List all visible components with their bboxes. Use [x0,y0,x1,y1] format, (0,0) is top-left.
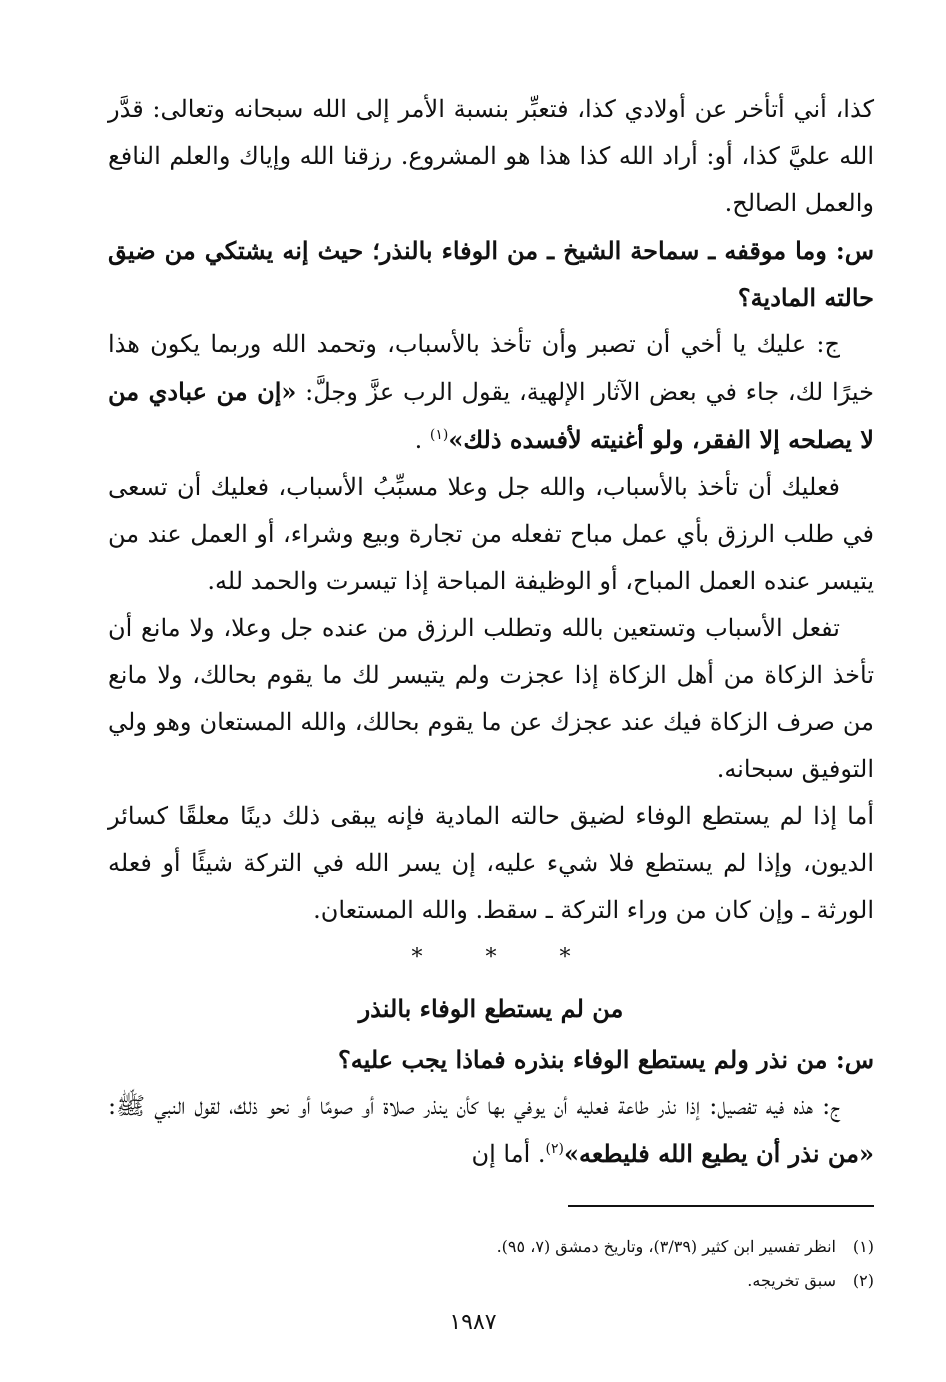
question-2: س: من نذر ولم يستطع الوفاء بنذره فماذا يجب عليه؟ [337,1045,874,1074]
footnote-divider [568,1205,874,1207]
paragraph-continuation: كذا، أني أتأخر عن أولادي كذا، فتعبِّر بنسبة الأمر إلى الله سبحانه وتعالى: قدَّر الله عليَّ كذا، أو: أراد الله كذا هذا هو المشروع. رزقنا الله وإياك والعلم النافع والعمل الصالح. [108,95,874,217]
footnote-ref-1: (١) [429,427,449,443]
footnote-2 [108,1264,874,1298]
answer-2-quote: «من نذر أن يطيع الله فليطعه» [563,1139,874,1168]
question-1: س: وما موقفه ـ سماحة الشيخ ـ من الوفاء بالنذر؛ حيث إنه يشتكي من ضيق حالته المادية؟ [108,236,874,312]
answer-2-text: ج: هذه فيه تفصيل: إذا نذر طاعة فعليه أن يوفي بها كأن ينذر صلاة أو صومًا أو نحو ذلك، لقول النبي ﷺ: [108,1092,840,1120]
answer-1-quote: «إن من عبادي من لا يصلحه إلا الفقر، ولو أغنيته لأفسده ذلك» [108,377,874,454]
footnote-number: (١) [852,1237,874,1256]
footnote-text: سبق تخريجه. [747,1271,836,1290]
paragraph-4: أما إذا لم يستطع الوفاء لضيق حالته المادية فإنه يبقى ذلك دينًا معلقًا كسائر الديون، وإذا لم يستطع فلا شيء عليه، إن يسر الله في التركة شيئًا أو فعله الورثة ـ وإن كان من وراء التركة ـ سقط. والله المستعان. [108,802,874,924]
paragraph-2: فعليك أن تأخذ بالأسباب، والله جل وعلا مسبِّبُ الأسباب، فعليك أن تسعى في طلب الرزق بأي عمل مباح تفعله من تجارة وبيع وشراء، أو العمل عند من يتيسر عنده العمل المباح، أو الوظيفة المباحة إذا تيسرت والحمد لله. [108,473,874,595]
answer-2 [108,1083,874,1178]
answer-1-text: ج: عليك يا أخي أن تصبر وأن تأخذ بالأسباب، وتحمد الله وربما يكون هذا خيرًا لك، جاء في بعض الآثار الإلهية، يقول الرب عزَّ وجلَّ: [108,330,874,406]
answer-1-end: . [414,426,423,454]
star-3: * [411,945,423,970]
star-1: * [559,945,571,970]
footnote-1 [108,1230,874,1264]
footnotes [108,1230,874,1298]
star-2: * [485,945,497,970]
page-body [108,86,874,1178]
answer-2-end: . أما إن [471,1140,546,1168]
footnote-ref-2: (٢) [545,1141,564,1157]
section-title: من لم يستطع الوفاء بالنذر [358,994,624,1023]
section-separator [108,934,874,981]
answer-1 [108,321,874,464]
footnote-text: انظر تفسير ابن كثير (٣/٣٩)، وتاريخ دمشق (٧، ٩٥). [496,1237,836,1256]
paragraph-3: تفعل الأسباب وتستعين بالله وتطلب الرزق من عنده جل وعلا، ولا مانع أن تأخذ الزكاة من أهل الزكاة إذا عجزت ولم يتيسر لك ما يقوم بحالك، ولا مانع من صرف الزكاة فيك عند عجزك عن ما يقوم بحالك، والله المستعان وهو ولي التوفيق سبحانه. [108,614,874,783]
page-number: ١٩٨٧ [449,1310,497,1335]
footnote-number: (٢) [852,1271,874,1290]
